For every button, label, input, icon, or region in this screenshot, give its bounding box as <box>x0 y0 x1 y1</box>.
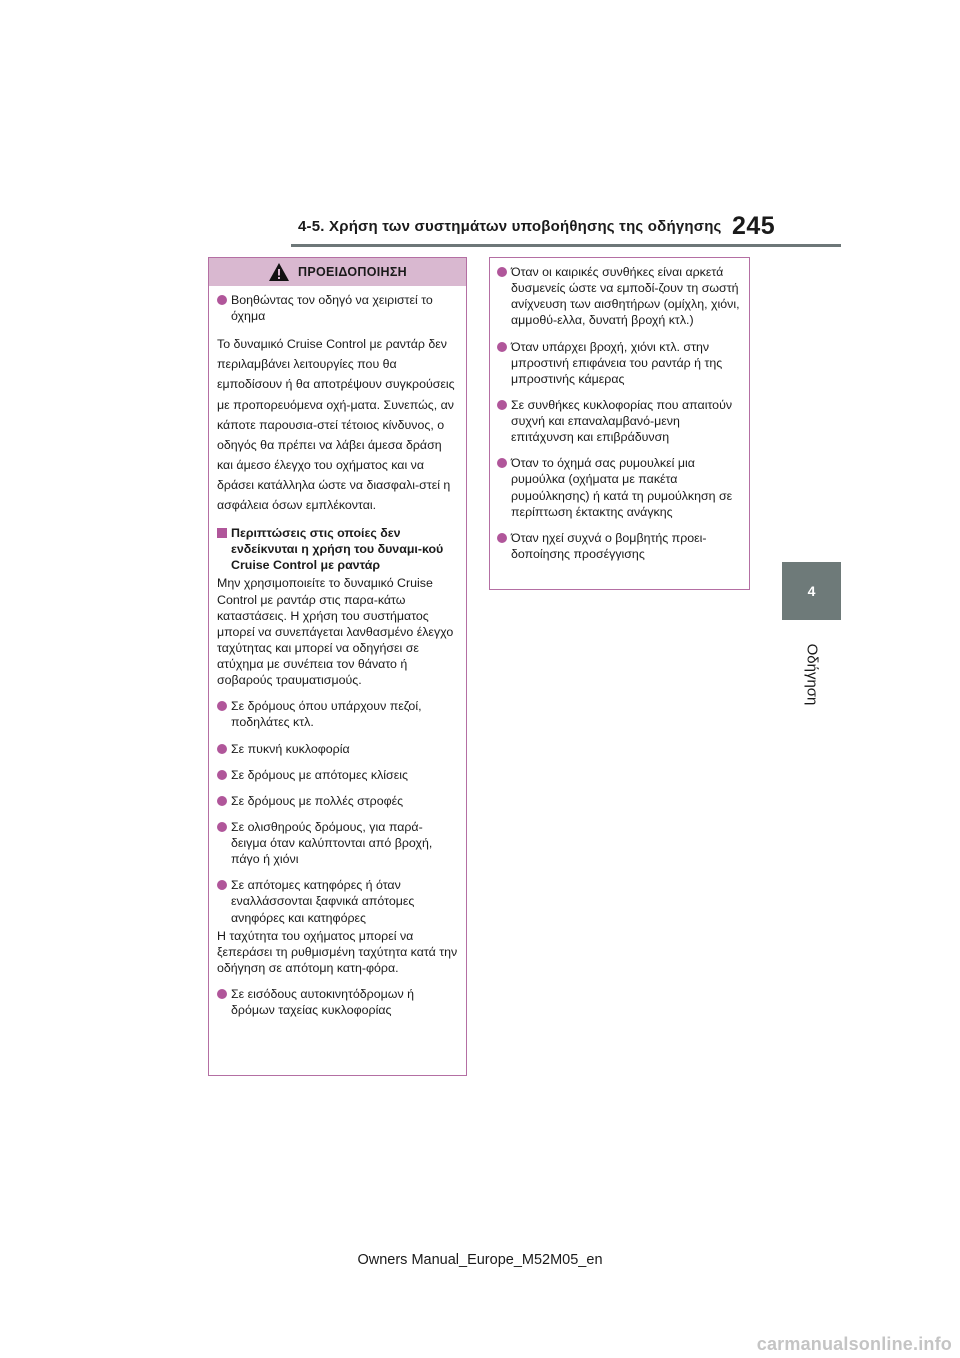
page-number: 245 <box>732 212 776 240</box>
list-item-text: Σε απότομες κατηφόρες ή όταν εναλλάσσονται ξαφνικά απότομες ανηφόρες και κατηφόρες <box>231 878 415 925</box>
bullet-icon <box>497 458 507 468</box>
list-item-text: Σε πυκνή κυκλοφορία <box>231 741 350 756</box>
list-item <box>497 397 741 445</box>
bullet-icon <box>217 295 227 305</box>
watermark[interactable]: carmanualsonline.info <box>756 1334 952 1354</box>
list-item-text: Σε δρόμους όπου υπάρχουν πεζοί, ποδηλάτες κτλ. <box>231 699 422 730</box>
paragraph: Το δυναμικό Cruise Control με ραντάρ δεν περιλαμβάνει λειτουργίες που θα εμποδίσουν ή θα αποτρέψουν συγκρούσεις με προπορευόμενα οχή-ματα. Συνεπώς, αν κάποτε παρουσια-στεί τέτοιος κίνδυνος, ο οδηγός θα πρέπει να λάβει άμεσα δράση και άμεσο έλεγχο του οχήματος και να δράσει κατάλληλα ώστε να διασφαλι-στεί η ασφάλεια όσων εμπλέκονται. <box>217 337 455 512</box>
list-item <box>217 819 458 867</box>
list-item-text: Όταν ηχεί συχνά ο βομβητής προει-δοποίησης προσέγγισης <box>511 530 707 561</box>
bullet-icon <box>497 533 507 543</box>
footer-text: Owners Manual_Europe_M52M05_en <box>357 1252 603 1268</box>
list-item <box>217 741 458 757</box>
list-item <box>217 877 458 925</box>
list-item <box>497 339 741 387</box>
square-bullet-icon <box>217 528 227 538</box>
chapter-label-text: Οδήγηση <box>803 643 821 705</box>
list-item <box>497 530 741 562</box>
warning-title: ΠΡΟΕΙΔΟΠΟΙΗΣΗ <box>298 265 407 279</box>
warning-box <box>208 257 467 1076</box>
bullet-icon <box>497 342 507 352</box>
list-item <box>497 455 741 520</box>
list-item-text: Όταν υπάρχει βροχή, χιόνι κτλ. στην μπροστινή επιφάνεια του ραντάρ ή της μπροστινής κάμερας <box>511 339 723 386</box>
list-item-text: Σε δρόμους με πολλές στροφές <box>231 793 404 808</box>
bullet-icon <box>217 880 227 890</box>
bullet-icon <box>497 267 507 277</box>
list-item-text: Σε εισόδους αυτοκινητόδρομων ή δρόμων ταχείας κυκλοφορίας <box>231 987 414 1018</box>
bullet-icon <box>217 770 227 780</box>
bullet-icon <box>217 796 227 806</box>
list-item-text: Όταν το όχημά σας ρυμουλκεί μια ρυμούλκα (οχήματα με πακέτα ρυμούλκησης) ή κατά τη ρυμούλκηση σε περίπτωση έκτακτης ανάγκης <box>511 456 733 519</box>
list-item-text: Σε ολισθηρούς δρόμους, για παρά-δειγμα όταν καλύπτονται από βροχή, πάγο ή χιόνι <box>231 819 433 867</box>
list-item <box>217 698 458 730</box>
bullet-icon <box>217 822 227 832</box>
subheading-text: Περιπτώσεις στις οποίες δεν ενδείκνυται η χρήση του δυναμι-κού Cruise Control με ραντάρ <box>231 526 444 573</box>
bullet-icon <box>217 744 227 754</box>
subheading <box>217 525 458 573</box>
list-item <box>217 986 458 1018</box>
header-divider <box>291 244 841 247</box>
warning-body <box>209 286 466 1018</box>
warning-header <box>209 258 466 286</box>
list-item-text: Σε δρόμους με απότομες κλίσεις <box>231 767 408 782</box>
list-item-text: Σε συνθήκες κυκλοφορίας που απαιτούν συχνή και επαναλαμβανό-μενη επιτάχυνση και επιβράδυνση <box>511 397 733 445</box>
list-item-text: Βοηθώντας τον οδηγό να χειριστεί το όχημα <box>231 293 433 324</box>
bullet-icon <box>217 701 227 711</box>
paragraph: Μην χρησιμοποιείτε το δυναμικό Cruise Control με ραντάρ στις παρα-κάτω καταστάσεις. Η χρήση του συστήματος μπορεί να συνεπάγεται λανθασμένο έλεγχο ταχύτητας και μπορεί να οδηγήσει σε ατύχημα με συνέπεια τον θάνατο ή σοβαρούς τραυματισμούς. <box>217 576 454 688</box>
warning-continued-box <box>489 257 750 590</box>
warning-triangle-icon <box>268 262 290 282</box>
bullet-icon <box>497 400 507 410</box>
list-item-text: Όταν οι καιρικές συνθήκες είναι αρκετά δυσμενείς ώστε να εμποδί-ζουν τη σωστή ανίχνευση των αισθητήρων (ομίχλη, χιόνι, αμμοθύ-ελλα, δυνατή βροχή κτλ.) <box>511 265 740 328</box>
list-item <box>217 793 458 809</box>
bullet-icon <box>217 989 227 999</box>
chapter-tab[interactable]: 4 <box>782 562 841 620</box>
paragraph: Η ταχύτητα του οχήματος μπορεί να ξεπεράσει τη ρυθμισμένη ταχύτητα κατά την οδήγηση σε απότομη κατη-φόρα. <box>217 928 458 975</box>
list-item <box>497 264 741 329</box>
list-item <box>217 767 458 783</box>
chapter-label <box>784 632 840 716</box>
section-title: 4-5. Χρήση των συστημάτων υποβοήθησης της οδήγησης <box>298 218 722 235</box>
list-item <box>217 292 458 324</box>
